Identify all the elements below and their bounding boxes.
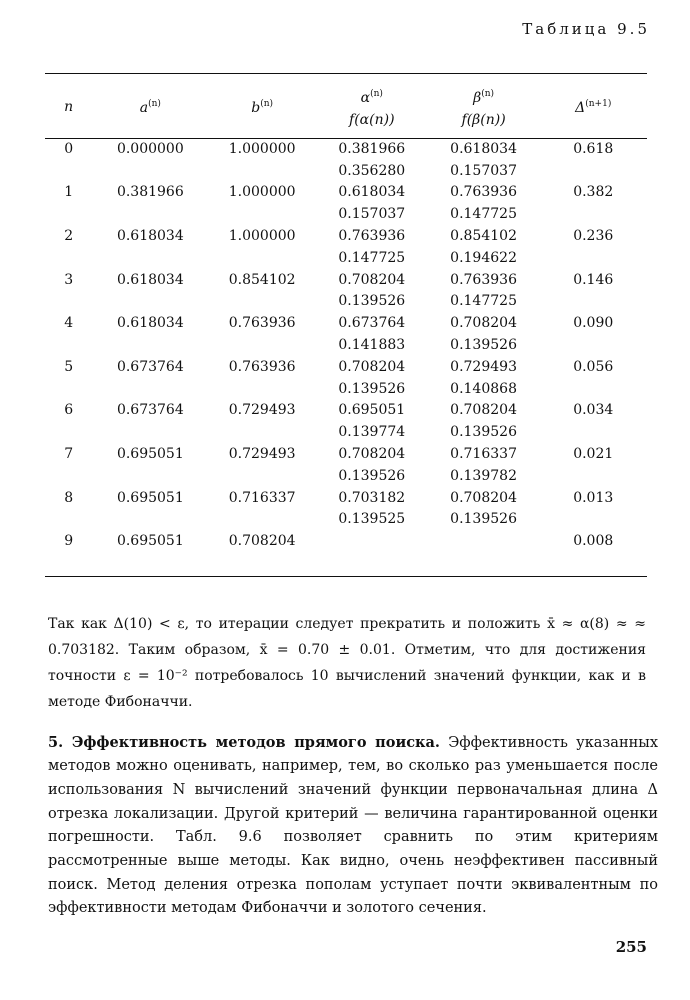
table-top-rule — [45, 73, 647, 74]
cell-delta: 0.090 — [573, 315, 614, 332]
cell-b: 0.763936 — [228, 315, 296, 332]
cell-alpha: 0.673764 — [338, 315, 406, 332]
cell-f-beta: 0.139526 — [450, 511, 517, 528]
table-row — [45, 443, 647, 465]
cell-beta: 0.763936 — [450, 184, 517, 201]
table-row-function-values — [45, 203, 647, 225]
cell-alpha: 0.763936 — [338, 228, 406, 245]
cell-f-beta: 0.139526 — [450, 337, 517, 354]
table-row — [45, 400, 647, 422]
cell-delta: 0.013 — [573, 489, 614, 506]
cell-delta: 0.236 — [573, 228, 614, 245]
cell-n: 0 — [64, 140, 74, 157]
cell-a: 0.673764 — [116, 358, 184, 375]
cell-f-alpha: 0.139525 — [338, 511, 406, 528]
cell-f-beta: 0.194622 — [450, 249, 517, 266]
table-row-function-values — [45, 465, 647, 487]
table-row — [45, 312, 647, 334]
cell-f-beta: 0.139526 — [450, 424, 517, 441]
cell-alpha: 0.695051 — [338, 402, 406, 419]
table-row — [45, 138, 647, 160]
cell-n: 8 — [64, 489, 74, 506]
cell-delta: 0.021 — [573, 446, 614, 463]
cell-a: 0.381966 — [116, 184, 184, 201]
table-row — [45, 269, 647, 291]
cell-b: 1.000000 — [228, 184, 296, 201]
cell-b: 0.729493 — [228, 446, 296, 463]
cell-f-beta: 0.157037 — [450, 162, 517, 179]
cell-beta: 0.708204 — [450, 402, 517, 419]
header-f-beta: f(β(n)) — [461, 112, 506, 128]
cell-a: 0.618034 — [116, 271, 184, 288]
paragraph-efficiency — [48, 731, 658, 922]
header-b: $b^{(n)}$ — [251, 98, 274, 116]
cell-a: 0.695051 — [116, 533, 184, 550]
table-row-function-values — [45, 160, 647, 182]
table-row-function-values — [45, 247, 647, 269]
cell-alpha: 0.381966 — [338, 140, 406, 157]
table-row-function-values — [45, 291, 647, 313]
cell-alpha: 0.708204 — [338, 358, 406, 375]
cell-f-alpha: 0.157037 — [338, 206, 406, 223]
cell-n: 9 — [64, 533, 74, 550]
cell-beta: 0.618034 — [450, 140, 517, 157]
cell-beta: 0.763936 — [450, 271, 517, 288]
cell-b: 0.729493 — [228, 402, 296, 419]
iteration-table — [45, 76, 647, 552]
cell-a: 0.695051 — [116, 446, 184, 463]
cell-b: 1.000000 — [228, 228, 296, 245]
cell-beta: 0.716337 — [450, 446, 517, 463]
cell-f-beta: 0.147725 — [450, 293, 517, 310]
cell-n: 3 — [64, 271, 74, 288]
cell-n: 4 — [64, 315, 74, 332]
table-row — [45, 487, 647, 509]
table-row-function-values — [45, 334, 647, 356]
cell-b: 0.708204 — [228, 533, 296, 550]
cell-b: 1.000000 — [228, 140, 296, 157]
cell-n: 2 — [64, 228, 74, 245]
cell-a: 0.000000 — [116, 140, 184, 157]
cell-delta: 0.056 — [573, 358, 614, 375]
table-bottom-rule — [45, 576, 647, 577]
header-f-alpha: f(α(n)) — [349, 112, 395, 128]
cell-f-alpha: 0.139526 — [338, 467, 406, 484]
table-caption: Таблица 9.5 — [522, 20, 650, 38]
cell-beta: 0.708204 — [450, 315, 517, 332]
cell-f-alpha: 0.356280 — [338, 162, 406, 179]
cell-alpha — [316, 530, 428, 552]
cell-b: 0.716337 — [228, 489, 296, 506]
table-row-function-values — [45, 509, 647, 531]
header-beta: $\beta^{(n)}$ f(β(n)) — [461, 89, 506, 128]
header-delta: $\Delta^{(n+1)}$ — [575, 98, 612, 116]
table-row-function-values — [45, 378, 647, 400]
table-row — [45, 225, 647, 247]
cell-delta: 0.146 — [573, 271, 614, 288]
cell-f-alpha: 0.147725 — [338, 249, 406, 266]
section-heading: 5. Эффективность методов прямого поиска. — [48, 733, 440, 751]
cell-delta: 0.382 — [573, 184, 614, 201]
cell-delta: 0.008 — [573, 533, 614, 550]
table-row — [45, 356, 647, 378]
cell-delta: 0.618 — [573, 140, 614, 157]
cell-n: 5 — [64, 358, 74, 375]
cell-beta: 0.854102 — [450, 228, 517, 245]
cell-alpha: 0.708204 — [338, 446, 406, 463]
cell-f-beta: 0.147725 — [450, 206, 517, 223]
cell-beta: 0.729493 — [450, 358, 517, 375]
section-body: Эффективность указанных методов можно оценивать, например, тем, во сколько раз уменьшается после использования N вычислений значений функции первоначальная длина Δ отрезка локализации. Другой критерий — величина гарантированной оценки погрешности. Табл. 9.6 позволяет сравнить по этим критериям рассмотренные выше методы. Как видно, очень неэффективен пассивный поиск. Метод деления отрезка пополам уступает почти эквивалентным по эффективности методам Фибоначчи и золотого сечения. — [48, 734, 658, 917]
cell-n: 1 — [64, 184, 74, 201]
cell-f-alpha: 0.141883 — [338, 337, 406, 354]
cell-beta — [428, 530, 540, 552]
cell-f-alpha: 0.139774 — [338, 424, 406, 441]
cell-b: 0.854102 — [228, 271, 296, 288]
cell-a: 0.673764 — [116, 402, 184, 419]
table-row — [45, 182, 647, 204]
cell-f-beta: 0.139782 — [450, 467, 517, 484]
cell-n: 6 — [64, 402, 74, 419]
table-row-function-values — [45, 421, 647, 443]
table-header-row — [45, 76, 647, 138]
cell-delta: 0.034 — [573, 402, 614, 419]
cell-f-alpha: 0.139526 — [338, 293, 406, 310]
cell-a: 0.618034 — [116, 315, 184, 332]
header-a: $a^{(n)}$ — [139, 98, 161, 116]
cell-b: 0.763936 — [228, 358, 296, 375]
cell-f-alpha: 0.139526 — [338, 380, 406, 397]
table-row — [45, 530, 647, 552]
table-body — [45, 138, 647, 552]
paragraph-stop-criterion: Так как Δ(10) < ε, то итерации следует прекратить и положить x̄ ≈ α(8) ≈ ≈ 0.703182. Таким образом, x̄ = 0.70 ± 0.01. Отметим, что для достижения точности ε = 10⁻² потребовалось 10 вычислений значений функции, как и в методе Фибоначчи. — [48, 616, 646, 710]
header-alpha: $\alpha^{(n)}$ f(α(n)) — [349, 89, 395, 128]
cell-f-beta: 0.140868 — [450, 380, 517, 397]
cell-alpha: 0.703182 — [338, 489, 406, 506]
cell-n: 7 — [64, 446, 74, 463]
cell-a: 0.618034 — [116, 228, 184, 245]
cell-a: 0.695051 — [116, 489, 184, 506]
cell-alpha: 0.708204 — [338, 271, 406, 288]
cell-alpha: 0.618034 — [338, 184, 406, 201]
cell-beta: 0.708204 — [450, 489, 517, 506]
header-n: n — [64, 99, 74, 115]
page-number: 255 — [615, 938, 647, 956]
